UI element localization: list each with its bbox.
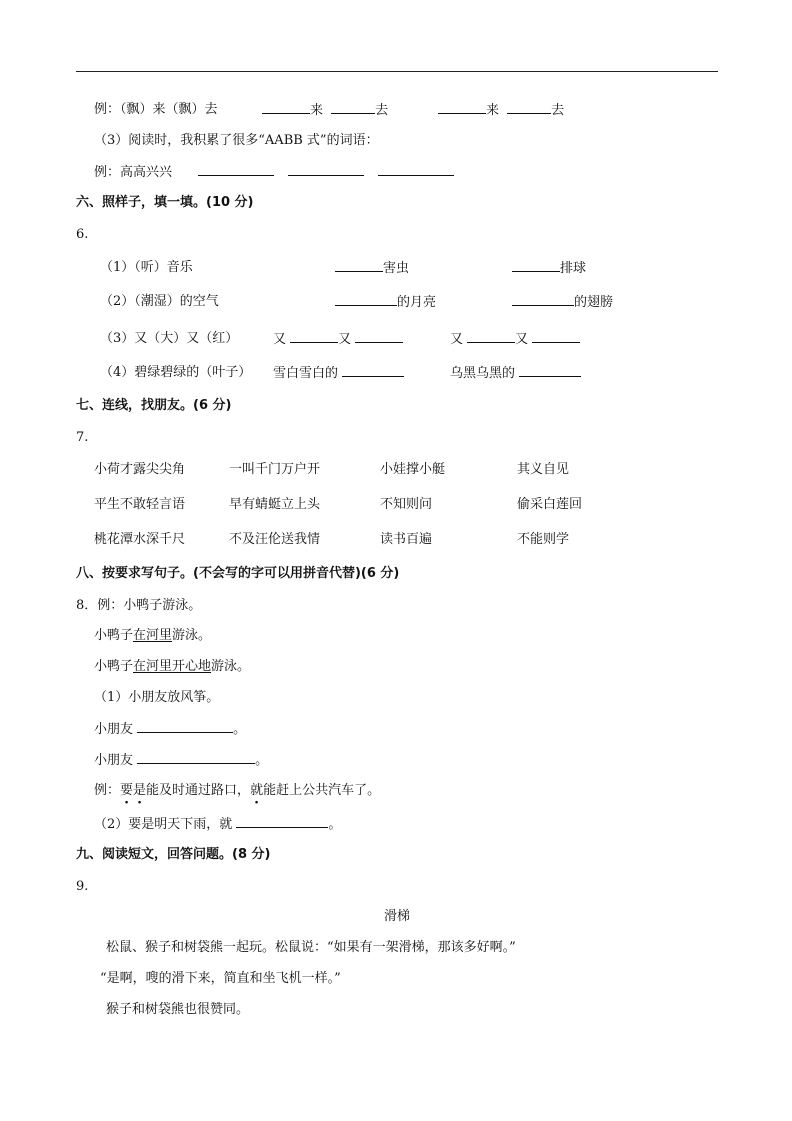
q6-row3-c: 又 又 (450, 330, 580, 349)
section-9-title: 九、阅读短文，回答问题。(8 分) (76, 847, 271, 862)
answer-blank[interactable] (137, 751, 255, 764)
q6-row3-a: （3）又（大）又（红） (100, 331, 239, 346)
question-number: 6. (76, 227, 89, 242)
aabb-example: 例：高高兴兴 (94, 163, 454, 182)
answer-blank[interactable] (507, 101, 551, 114)
q8-question-2: （2）要是明天下雨，就 。 (94, 817, 342, 832)
q6-row3-b: 又 又 (273, 330, 403, 349)
fill-piao-2: 来 去 (438, 101, 564, 120)
question-aabb: （3）阅读时，我积累了很多“AABB 式”的词语： (94, 133, 379, 148)
q6-row2-b: 的月亮 (335, 293, 436, 312)
answer-blank[interactable] (288, 163, 364, 176)
question-number: 9. (76, 879, 89, 894)
answer-blank[interactable] (137, 720, 233, 733)
q6-row2-a: （2）（潮湿）的空气 (100, 294, 219, 309)
q6-row2-c: 的翅膀 (512, 293, 613, 312)
answer-blank[interactable] (378, 163, 454, 176)
story-paragraph: “是啊，嗖的滑下来，简直和坐飞机一样。” (100, 971, 341, 986)
q8-example-line-3: 小鸭子在河里开心地游泳。 (94, 659, 251, 674)
story-paragraph: 猴子和树袋熊也很赞同。 (106, 1002, 250, 1017)
answer-blank[interactable] (467, 330, 515, 343)
match-item[interactable]: 不知则问 (380, 497, 433, 512)
match-item[interactable]: 平生不敢轻言语 (94, 497, 186, 512)
q6-row1-b: 害虫 (335, 259, 409, 278)
answer-blank[interactable] (331, 101, 375, 114)
answer-blank[interactable] (438, 101, 486, 114)
answer-blank[interactable] (512, 293, 574, 306)
answer-blank[interactable] (236, 815, 328, 828)
story-title: 滑梯 (384, 909, 411, 924)
example-piao (94, 101, 218, 119)
answer-blank[interactable] (290, 330, 338, 343)
q6-row4-b: 雪白雪白的 (273, 364, 404, 383)
example-label: 例：（飘）来（飘）去 (94, 102, 218, 117)
q6-row4-a: （4）碧绿碧绿的（叶子） (100, 365, 252, 380)
match-item[interactable]: 桃花潭水深千尺 (94, 532, 186, 547)
answer-blank[interactable] (512, 259, 560, 272)
match-item[interactable]: 不及汪伦送我情 (229, 532, 321, 547)
match-item[interactable]: 其义自见 (517, 462, 570, 477)
answer-blank[interactable] (519, 364, 581, 377)
header-rule (76, 71, 718, 72)
answer-blank[interactable] (532, 330, 580, 343)
q8-answer-1a: 小朋友 。 (94, 722, 247, 737)
answer-blank[interactable] (355, 330, 403, 343)
q8-example-1: 8．例：小鸭子游泳。 (76, 598, 202, 613)
section-7-title: 七、连线，找朋友。(6 分) (76, 398, 232, 413)
fill-piao-1: 来 去 (262, 101, 388, 120)
story-paragraph: 松鼠、猴子和树袋熊一起玩。松鼠说：“如果有一架滑梯，那该多好啊。” (106, 940, 516, 955)
answer-blank[interactable] (198, 163, 274, 176)
answer-blank[interactable] (335, 259, 383, 272)
q6-row1-a: （1）（听）音乐 (100, 260, 193, 275)
question-number: 7. (76, 430, 89, 445)
match-item[interactable]: 偷采白莲回 (517, 497, 583, 512)
section-6-title: 六、照样子，填一填。(10 分) (76, 195, 254, 210)
q8-answer-1b: 小朋友 。 (94, 753, 269, 768)
match-item[interactable]: 读书百遍 (380, 532, 433, 547)
match-item[interactable]: 小娃撑小艇 (380, 462, 446, 477)
q8-example-2: 例：要是能及时通过路口，就能赶上公共汽车了。 (94, 783, 381, 798)
match-item[interactable]: 不能则学 (517, 532, 570, 547)
q8-question-1: （1）小朋友放风筝。 (94, 690, 220, 705)
match-item[interactable]: 早有蜻蜓立上头 (229, 497, 321, 512)
answer-blank[interactable] (342, 364, 404, 377)
q6-row4-c: 乌黑乌黑的 (450, 364, 581, 383)
section-8-title: 八、按要求写句子。(不会写的字可以用拼音代替)(6 分) (76, 566, 400, 581)
match-item[interactable]: 一叫千门万户开 (229, 462, 321, 477)
answer-blank[interactable] (335, 293, 397, 306)
q6-row1-c: 排球 (512, 259, 586, 278)
q8-example-line-2: 小鸭子在河里游泳。 (94, 628, 212, 643)
answer-blank[interactable] (262, 101, 310, 114)
match-item[interactable]: 小荷才露尖尖角 (94, 462, 186, 477)
